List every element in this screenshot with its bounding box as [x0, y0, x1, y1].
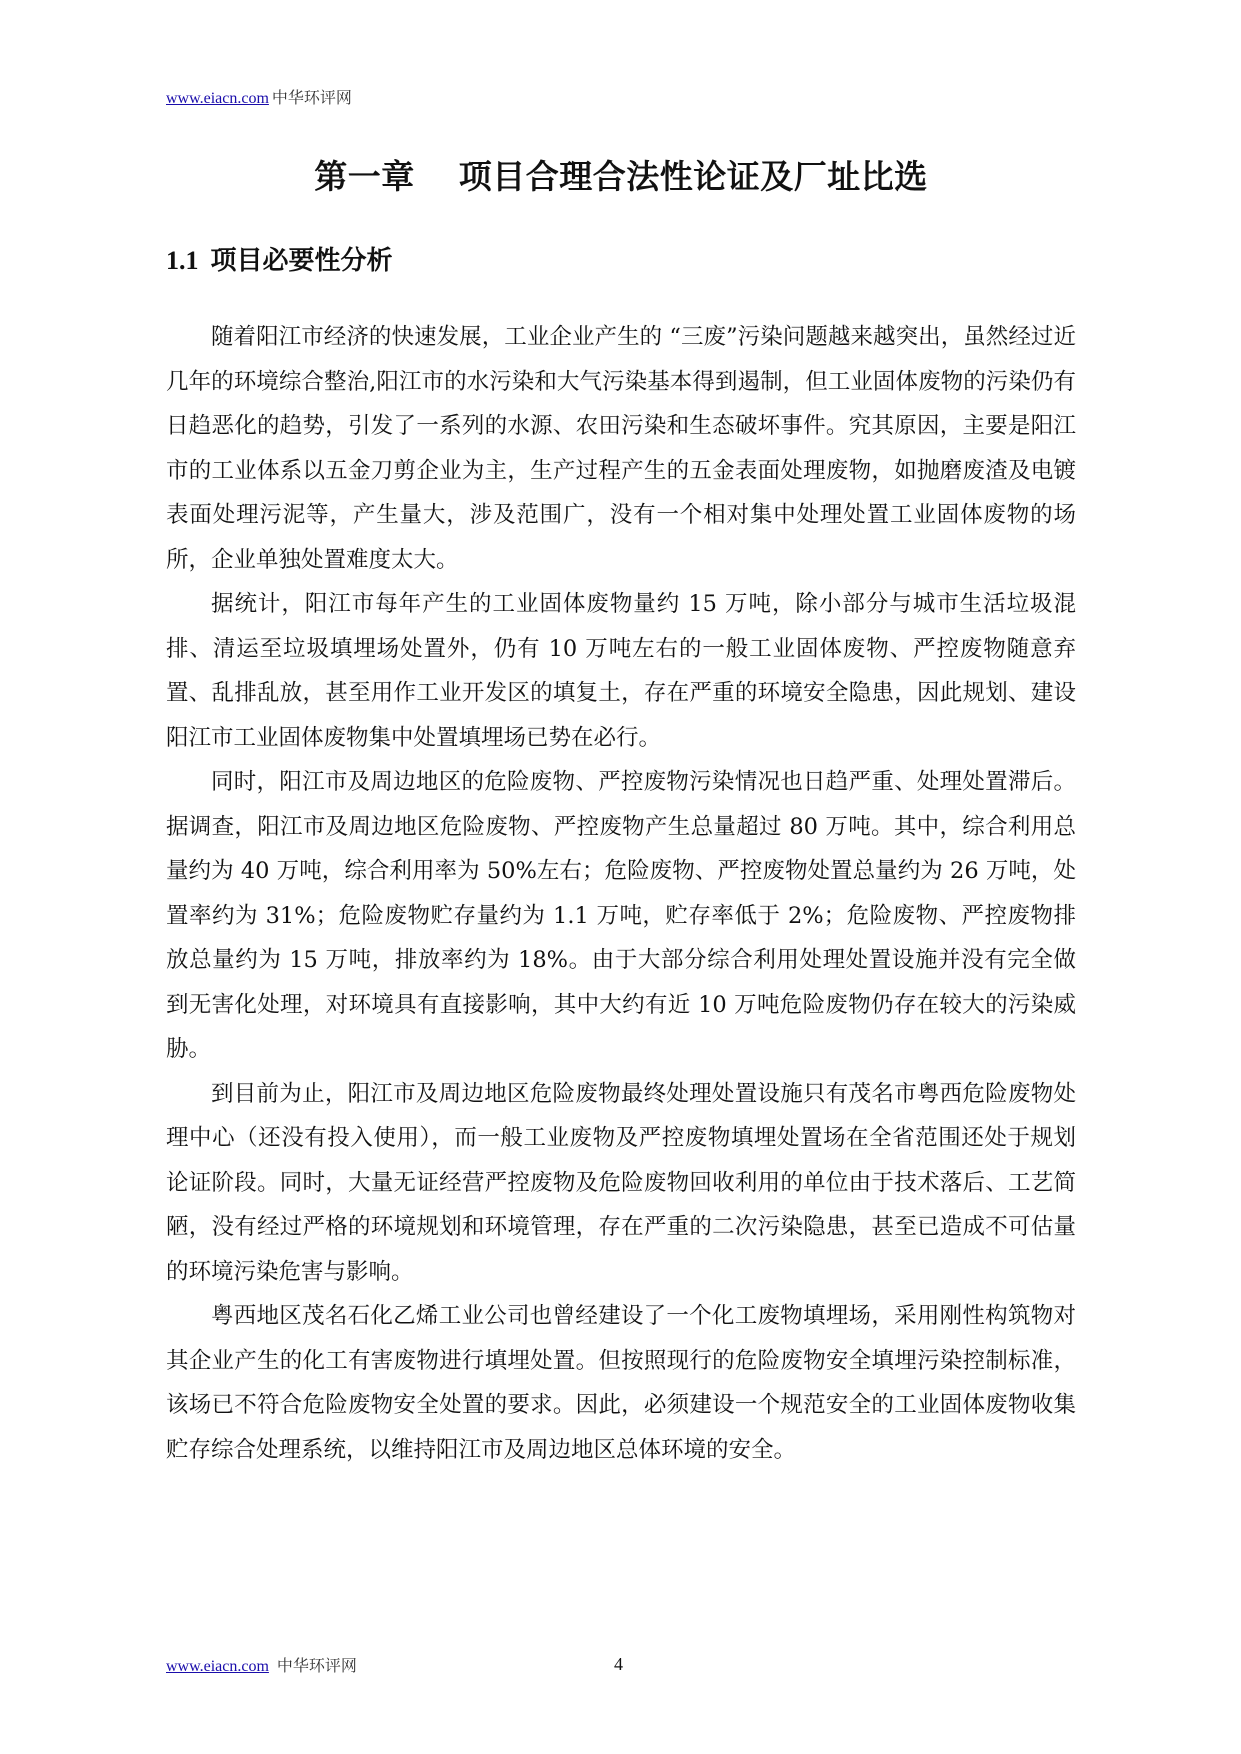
- section-number: 1.1: [166, 246, 199, 275]
- page-number: 4: [614, 1654, 623, 1674]
- chapter-number: 第一章: [314, 157, 415, 196]
- paragraph: 随着阳江市经济的快速发展，工业企业产生的 “三废”污染问题越来越突出，虽然经过近几年的环境综合整治,阳江市的水污染和大气污染基本得到遏制，但工业固体废物的污染仍有日趋恶化的趋势，引发了一系列的水源、农田污染和生态破坏事件。究其原因，主要是阳江市的工业体系以五金刀剪企业为主，生产过程产生的五金表面处理废物，如抛磨废渣及电镀表面处理污泥等，产生量大，涉及范围广，没有一个相对集中处理处置工业固体废物的场所，企业单独处置难度太大。: [166, 324, 1076, 573]
- chapter-title: [166, 155, 1076, 199]
- section-title-text: 项目必要性分析: [210, 246, 393, 276]
- paragraph: 据统计，阳江市每年产生的工业固体废物量约 15 万吨，除小部分与城市生活垃圾混排、清运至垃圾填埋场处置外，仍有 10 万吨左右的一般工业固体废物、严控废物随意弃置、乱排乱放，甚至用作工业开发区的填复土，存在严重的环境安全隐患，因此规划、建设阳江市工业固体废物集中处置填埋场已势在必行。: [166, 591, 1076, 751]
- paragraph: 到目前为止，阳江市及周边地区危险废物最终处理处置设施只有茂名市粤西危险废物处理中心（还没有投入使用），而一般工业废物及严控废物填埋处置场在全省范围还处于规划论证阶段。同时，大量无证经营严控废物及危险废物回收利用的单位由于技术落后、工艺简陋，没有经过严格的环境规划和环境管理，存在严重的二次污染隐患，甚至已造成不可估量的环境污染危害与影响。: [166, 1080, 1076, 1285]
- page-footer: [166, 1656, 1076, 1677]
- section-heading: [166, 243, 393, 279]
- chapter-title-text: 项目合理合法性论证及厂址比选: [458, 157, 928, 196]
- header-site-name: 中华环评网: [271, 88, 352, 107]
- header-link[interactable]: www.eiacn.com: [166, 90, 269, 107]
- paragraph: 同时，阳江市及周边地区的危险废物、严控废物污染情况也日趋严重、处理处置滞后。据调查，阳江市及周边地区危险废物、严控废物产生总量超过 80 万吨。其中，综合利用总量约为 40 万吨，综合利用率为 50%左右；危险废物、严控废物处置总量约为 26 万吨，处置率约为 31%；危险废物贮存量约为 1.1 万吨，贮存率低于 2%；危险废物、严控废物排放总量约为 15 万吨，排放率约为 18%。由于大部分综合利用处理处置设施并没有完全做到无害化处理，对环境具有直接影响，其中大约有近 10 万吨危险废物仍存在较大的污染威胁。: [166, 769, 1076, 1062]
- footer-link[interactable]: www.eiacn.com: [166, 1658, 269, 1675]
- page-header: [166, 88, 352, 109]
- paragraph: 粤西地区茂名石化乙烯工业公司也曾经建设了一个化工废物填埋场，采用刚性构筑物对其企业产生的化工有害废物进行填埋处置。但按照现行的危险废物安全填埋污染控制标准，该场已不符合危险废物安全处置的要求。因此，必须建设一个规范安全的工业固体废物收集贮存综合处理系统，以维持阳江市及周边地区总体环境的安全。: [166, 1303, 1076, 1463]
- footer-site-name: 中华环评网: [276, 1656, 357, 1675]
- body-text: [166, 315, 1076, 1472]
